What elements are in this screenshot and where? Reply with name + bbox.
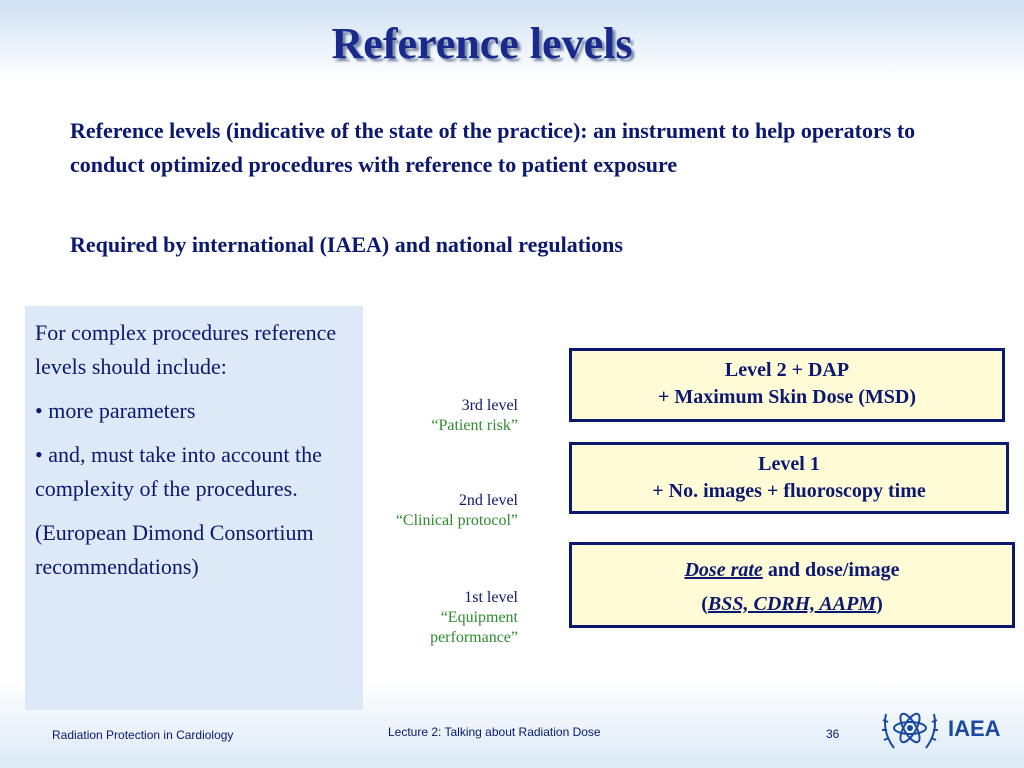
level-1-desc-1: “Equipment — [440, 609, 518, 626]
sidebox-bullet-1: • more parameters — [35, 398, 196, 423]
dose-image-text: and dose/image — [762, 559, 900, 581]
footer-lecture: Lecture 2: Talking about Radiation Dose — [388, 725, 601, 739]
level-1-box — [569, 542, 1015, 628]
level-1-label — [430, 588, 518, 648]
level-2-box — [569, 442, 1009, 514]
level-1-box-line-2 — [572, 587, 1012, 621]
regulation-text: Required by international (IAEA) and national regulations — [70, 232, 623, 257]
level-2-box-line-2: + No. images + fluoroscopy time — [652, 480, 926, 502]
level-2-desc: “Clinical protocol” — [395, 512, 518, 529]
level-3-box — [569, 348, 1005, 422]
level-3-box-line-1: Level 2 + DAP — [724, 359, 850, 381]
iaea-brand: IAEA — [948, 716, 1001, 741]
complex-procedures-box — [25, 306, 363, 710]
dose-rate-text: Dose rate — [684, 559, 763, 581]
level-3-label — [431, 396, 518, 436]
sidebox-intro: For complex procedures reference levels should include: — [35, 320, 337, 379]
level-2-label — [396, 491, 518, 531]
slide-title: Reference levels — [331, 19, 633, 68]
sidebox-source: (European Dimond Consortium recommendations) — [35, 520, 314, 579]
iaea-emblem-icon — [880, 704, 940, 756]
level-1-desc-2: performance” — [430, 629, 518, 646]
level-2-name: 2nd level — [458, 492, 518, 509]
level-3-name: 3rd level — [461, 397, 518, 414]
footer-page-number: 36 — [826, 727, 840, 741]
standards-text: BSS, CDRH, AAPM — [707, 593, 877, 615]
intro-text: Reference levels (indicative of the state of the practice): an instrument to help operators to conduct optimized procedures with reference to patient exposure — [70, 118, 916, 177]
level-1-name: 1st level — [464, 589, 518, 606]
sidebox-bullet-2: • and, must take into account the complexity of the procedures. — [35, 442, 322, 501]
footer-course: Radiation Protection in Cardiology — [52, 728, 234, 742]
paren-open: ( — [701, 593, 708, 615]
level-3-desc: “Patient risk” — [431, 417, 518, 434]
paren-close: ) — [876, 593, 883, 615]
level-1-box-line-1 — [572, 553, 1012, 587]
level-3-box-line-2: + Maximum Skin Dose (MSD) — [657, 386, 917, 408]
level-2-box-line-1: Level 1 — [758, 453, 820, 475]
